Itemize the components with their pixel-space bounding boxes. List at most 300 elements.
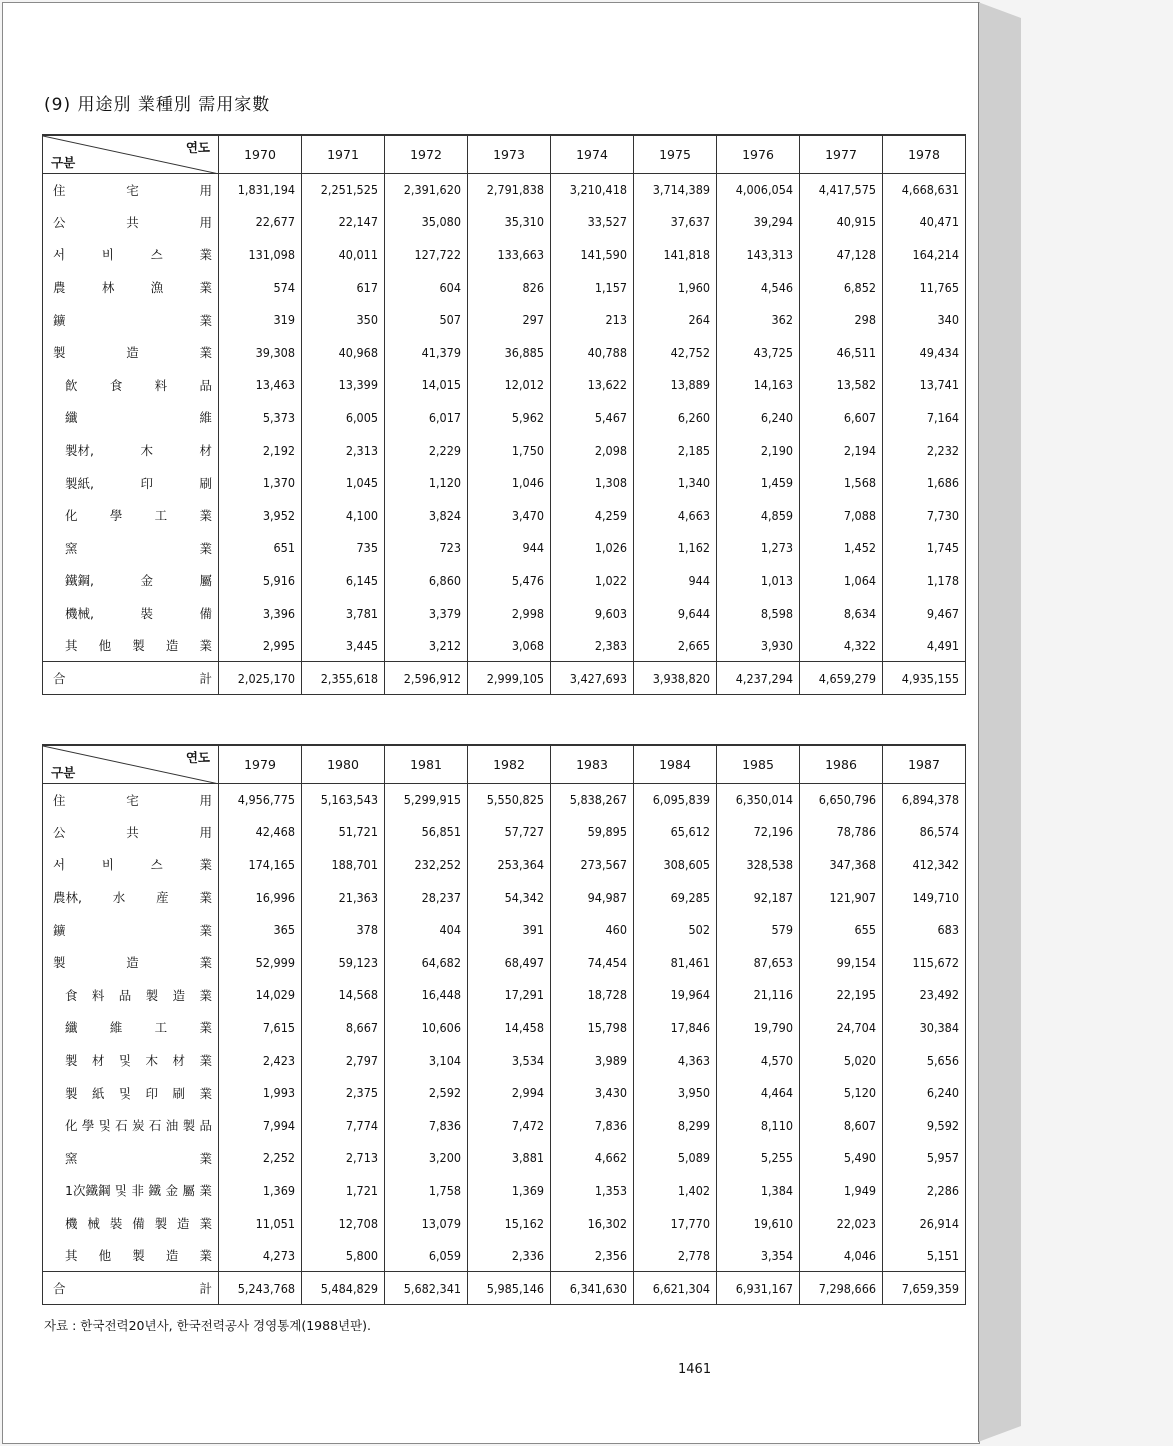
cell-value: 735: [302, 532, 385, 565]
cell-value: 2,313: [302, 434, 385, 467]
table-header-row: [43, 135, 966, 173]
table-row: [43, 369, 966, 402]
cell-value: 54,342: [468, 881, 551, 914]
row-label: [43, 401, 219, 434]
cell-value: 5,962: [468, 401, 551, 434]
table-row: [43, 913, 966, 946]
cell-value: 22,023: [800, 1207, 883, 1240]
book-edge: [978, 2, 1021, 1442]
cell-value: 1,949: [800, 1174, 883, 1207]
row-label: [43, 1272, 219, 1305]
cell-value: 19,610: [717, 1207, 800, 1240]
cell-value: 15,798: [551, 1011, 634, 1044]
cell-value: 319: [219, 303, 302, 336]
row-label: [43, 564, 219, 597]
cell-value: 723: [385, 532, 468, 565]
year-header: 1974: [551, 135, 634, 173]
cell-value: 174,165: [219, 848, 302, 881]
year-header: 1982: [468, 745, 551, 783]
table-header-row: [43, 745, 966, 783]
cell-value: 42,752: [634, 336, 717, 369]
cell-value: 404: [385, 913, 468, 946]
cell-value: 4,259: [551, 499, 634, 532]
cell-value: 5,957: [883, 1142, 966, 1175]
table-row: [43, 434, 966, 467]
row-label: [43, 783, 219, 816]
year-header: 1975: [634, 135, 717, 173]
cell-value: 6,145: [302, 564, 385, 597]
cell-value: 13,463: [219, 369, 302, 402]
cell-value: 14,458: [468, 1011, 551, 1044]
cell-value: 47,128: [800, 238, 883, 271]
cell-value: 8,299: [634, 1109, 717, 1142]
corner-category-label: 구분: [51, 154, 76, 170]
year-header: 1987: [883, 745, 966, 783]
cell-value: 1,369: [219, 1174, 302, 1207]
cell-value: 22,147: [302, 206, 385, 239]
cell-value: 4,237,294: [717, 662, 800, 695]
cell-value: 94,987: [551, 881, 634, 914]
cell-value: 8,110: [717, 1109, 800, 1142]
cell-value: 3,427,693: [551, 662, 634, 695]
cell-value: 502: [634, 913, 717, 946]
cell-value: 11,051: [219, 1207, 302, 1240]
cell-value: 9,592: [883, 1109, 966, 1142]
cell-value: 99,154: [800, 946, 883, 979]
cell-value: 59,895: [551, 816, 634, 849]
cell-value: 3,445: [302, 629, 385, 662]
row-label: [43, 1076, 219, 1109]
cell-value: 5,151: [883, 1239, 966, 1272]
cell-value: 64,682: [385, 946, 468, 979]
cell-value: 1,064: [800, 564, 883, 597]
row-label-text: 纖 維: [65, 410, 212, 426]
cell-value: 297: [468, 303, 551, 336]
cell-value: 2,665: [634, 629, 717, 662]
cell-value: 8,634: [800, 597, 883, 630]
cell-value: 1,745: [883, 532, 966, 565]
cell-value: 17,770: [634, 1207, 717, 1240]
cell-value: 3,470: [468, 499, 551, 532]
cell-value: 17,846: [634, 1011, 717, 1044]
row-label-text: 製 紙 및 印 刷 業: [65, 1085, 212, 1101]
cell-value: 1,369: [468, 1174, 551, 1207]
cell-value: 52,999: [219, 946, 302, 979]
cell-value: 2,356: [551, 1239, 634, 1272]
cell-value: 4,006,054: [717, 173, 800, 206]
cell-value: 579: [717, 913, 800, 946]
cell-value: 617: [302, 271, 385, 304]
table-row: [43, 336, 966, 369]
cell-value: 2,423: [219, 1044, 302, 1077]
cell-value: 51,721: [302, 816, 385, 849]
row-label-text: 서 비 스 業: [53, 857, 212, 873]
cell-value: 340: [883, 303, 966, 336]
row-label: [43, 369, 219, 402]
row-label: [43, 881, 219, 914]
cell-value: 131,098: [219, 238, 302, 271]
cell-value: 1,157: [551, 271, 634, 304]
cell-value: 5,020: [800, 1044, 883, 1077]
cell-value: 3,781: [302, 597, 385, 630]
cell-value: 133,663: [468, 238, 551, 271]
cell-value: 4,046: [800, 1239, 883, 1272]
cell-value: 264: [634, 303, 717, 336]
cell-value: 39,308: [219, 336, 302, 369]
row-label: [43, 662, 219, 695]
year-header: 1972: [385, 135, 468, 173]
row-label: [43, 946, 219, 979]
cell-value: 2,791,838: [468, 173, 551, 206]
year-header: 1978: [883, 135, 966, 173]
cell-value: 40,011: [302, 238, 385, 271]
cell-value: 298: [800, 303, 883, 336]
cell-value: 683: [883, 913, 966, 946]
cell-value: 3,938,820: [634, 662, 717, 695]
cell-value: 6,894,378: [883, 783, 966, 816]
cell-value: 2,592: [385, 1076, 468, 1109]
cell-value: 4,417,575: [800, 173, 883, 206]
cell-value: 507: [385, 303, 468, 336]
cell-value: 253,364: [468, 848, 551, 881]
cell-value: 365: [219, 913, 302, 946]
cell-value: 14,568: [302, 979, 385, 1012]
cell-value: 57,727: [468, 816, 551, 849]
cell-value: 22,195: [800, 979, 883, 1012]
cell-value: 1,370: [219, 466, 302, 499]
cell-value: 944: [634, 564, 717, 597]
cell-value: 1,993: [219, 1076, 302, 1109]
cell-value: 4,570: [717, 1044, 800, 1077]
cell-value: 1,721: [302, 1174, 385, 1207]
year-header: 1983: [551, 745, 634, 783]
cell-value: 16,448: [385, 979, 468, 1012]
cell-value: 362: [717, 303, 800, 336]
row-label-text: 合 計: [53, 1281, 212, 1297]
cell-value: 2,355,618: [302, 662, 385, 695]
cell-value: 391: [468, 913, 551, 946]
cell-value: 1,162: [634, 532, 717, 565]
year-header: 1981: [385, 745, 468, 783]
cell-value: 14,163: [717, 369, 800, 402]
row-label-text: 合 計: [53, 671, 212, 687]
cell-value: 2,252: [219, 1142, 302, 1175]
row-label: [43, 1174, 219, 1207]
cell-value: 1,750: [468, 434, 551, 467]
cell-value: 2,336: [468, 1239, 551, 1272]
cell-value: 21,363: [302, 881, 385, 914]
cell-value: 141,818: [634, 238, 717, 271]
total-row: [43, 1272, 966, 1305]
cell-value: 328,538: [717, 848, 800, 881]
row-label-text: 鐵鋼, 金 屬: [65, 573, 212, 589]
cell-value: 43,725: [717, 336, 800, 369]
cell-value: 65,612: [634, 816, 717, 849]
table-row: [43, 499, 966, 532]
cell-value: 4,668,631: [883, 173, 966, 206]
cell-value: 3,379: [385, 597, 468, 630]
cell-value: 86,574: [883, 816, 966, 849]
cell-value: 121,907: [800, 881, 883, 914]
cell-value: 5,467: [551, 401, 634, 434]
cell-value: 5,838,267: [551, 783, 634, 816]
cell-value: 1,026: [551, 532, 634, 565]
cell-value: 4,659,279: [800, 662, 883, 695]
header-corner: [43, 745, 219, 783]
cell-value: 2,232: [883, 434, 966, 467]
cell-value: 5,120: [800, 1076, 883, 1109]
cell-value: 826: [468, 271, 551, 304]
cell-value: 22,677: [219, 206, 302, 239]
row-label-text: 製紙, 印 刷: [65, 475, 212, 491]
cell-value: 6,852: [800, 271, 883, 304]
cell-value: 49,434: [883, 336, 966, 369]
cell-value: 4,464: [717, 1076, 800, 1109]
cell-value: 5,490: [800, 1142, 883, 1175]
cell-value: 3,534: [468, 1044, 551, 1077]
row-label-text: 公 共 用: [53, 824, 212, 840]
row-label-text: 鑛 業: [53, 312, 212, 328]
cell-value: 347,368: [800, 848, 883, 881]
cell-value: 40,471: [883, 206, 966, 239]
cell-value: 5,916: [219, 564, 302, 597]
row-label-text: 化 學 工 業: [65, 508, 212, 524]
header-corner: [43, 135, 219, 173]
cell-value: 23,492: [883, 979, 966, 1012]
row-label-text: 公 共 用: [53, 214, 212, 230]
cell-value: 1,452: [800, 532, 883, 565]
cell-value: 39,294: [717, 206, 800, 239]
cell-value: 1,022: [551, 564, 634, 597]
table-row: [43, 1109, 966, 1142]
cell-value: 2,994: [468, 1076, 551, 1109]
row-label: [43, 1142, 219, 1175]
cell-value: 4,956,775: [219, 783, 302, 816]
page-title: (9) 用途別 業種別 需用家數: [44, 95, 271, 115]
cell-value: 6,607: [800, 401, 883, 434]
cell-value: 651: [219, 532, 302, 565]
corner-year-label: 연도: [185, 750, 210, 765]
table-row: [43, 1076, 966, 1109]
cell-value: 4,859: [717, 499, 800, 532]
cell-value: 92,187: [717, 881, 800, 914]
row-label-text: 서 비 스 業: [53, 247, 212, 263]
cell-value: 1,045: [302, 466, 385, 499]
cell-value: 1,120: [385, 466, 468, 499]
cell-value: 5,484,829: [302, 1272, 385, 1305]
row-label: [43, 434, 219, 467]
cell-value: 1,340: [634, 466, 717, 499]
table-row: [43, 532, 966, 565]
cell-value: 3,068: [468, 629, 551, 662]
year-header: 1971: [302, 135, 385, 173]
cell-value: 7,164: [883, 401, 966, 434]
row-label: [43, 466, 219, 499]
row-label-text: 鑛 業: [53, 922, 212, 938]
cell-value: 5,800: [302, 1239, 385, 1272]
table-row: [43, 1174, 966, 1207]
cell-value: 149,710: [883, 881, 966, 914]
table-row: [43, 881, 966, 914]
cell-value: 3,430: [551, 1076, 634, 1109]
cell-value: 1,384: [717, 1174, 800, 1207]
row-label: [43, 1239, 219, 1272]
cell-value: 69,285: [634, 881, 717, 914]
cell-value: 2,995: [219, 629, 302, 662]
row-label-text: 化 學 및 石 炭 石 油 製 品: [65, 1118, 212, 1134]
cell-value: 3,212: [385, 629, 468, 662]
cell-value: 143,313: [717, 238, 800, 271]
cell-value: 2,192: [219, 434, 302, 467]
cell-value: 6,341,630: [551, 1272, 634, 1305]
cell-value: 26,914: [883, 1207, 966, 1240]
table-row: [43, 173, 966, 206]
cell-value: 5,299,915: [385, 783, 468, 816]
cell-value: 2,383: [551, 629, 634, 662]
row-label-text: 窯 業: [65, 1150, 212, 1166]
cell-value: 35,310: [468, 206, 551, 239]
row-label-text: 其 他 製 造 業: [65, 638, 212, 654]
cell-value: 1,568: [800, 466, 883, 499]
row-label-text: 製 材 및 木 材 業: [65, 1053, 212, 1069]
cell-value: 21,116: [717, 979, 800, 1012]
cell-value: 412,342: [883, 848, 966, 881]
cell-value: 5,089: [634, 1142, 717, 1175]
cell-value: 13,741: [883, 369, 966, 402]
source-note: 자료 : 한국전력20년사, 한국전력공사 경영통계(1988년판).: [44, 1318, 372, 1333]
cell-value: 87,653: [717, 946, 800, 979]
cell-value: 6,931,167: [717, 1272, 800, 1305]
row-label-text: 飮 食 料 品: [65, 377, 212, 393]
cell-value: 141,590: [551, 238, 634, 271]
cell-value: 1,046: [468, 466, 551, 499]
table-row: [43, 816, 966, 849]
cell-value: 3,824: [385, 499, 468, 532]
cell-value: 460: [551, 913, 634, 946]
year-header: 1986: [800, 745, 883, 783]
cell-value: 232,252: [385, 848, 468, 881]
cell-value: 36,885: [468, 336, 551, 369]
table-row: [43, 848, 966, 881]
cell-value: 4,363: [634, 1044, 717, 1077]
cell-value: 273,567: [551, 848, 634, 881]
table-row: [43, 401, 966, 434]
table-row: [43, 271, 966, 304]
cell-value: 213: [551, 303, 634, 336]
cell-value: 68,497: [468, 946, 551, 979]
cell-value: 7,994: [219, 1109, 302, 1142]
year-header: 1970: [219, 135, 302, 173]
cell-value: 2,098: [551, 434, 634, 467]
cell-value: 5,476: [468, 564, 551, 597]
cell-value: 13,582: [800, 369, 883, 402]
cell-value: 2,025,170: [219, 662, 302, 695]
cell-value: 6,860: [385, 564, 468, 597]
cell-value: 1,013: [717, 564, 800, 597]
cell-value: 28,237: [385, 881, 468, 914]
cell-value: 1,686: [883, 466, 966, 499]
cell-value: 2,375: [302, 1076, 385, 1109]
cell-value: 1,758: [385, 1174, 468, 1207]
cell-value: 5,255: [717, 1142, 800, 1175]
row-label: [43, 532, 219, 565]
cell-value: 13,079: [385, 1207, 468, 1240]
row-label: [43, 173, 219, 206]
cell-value: 46,511: [800, 336, 883, 369]
cell-value: 18,728: [551, 979, 634, 1012]
cell-value: 2,797: [302, 1044, 385, 1077]
year-header: 1977: [800, 135, 883, 173]
cell-value: 5,985,146: [468, 1272, 551, 1305]
row-label-text: 纖 維 工 業: [65, 1020, 212, 1036]
cell-value: 5,373: [219, 401, 302, 434]
cell-value: 2,286: [883, 1174, 966, 1207]
cell-value: 8,607: [800, 1109, 883, 1142]
cell-value: 6,005: [302, 401, 385, 434]
row-label-text: 其 他 製 造 業: [65, 1248, 212, 1264]
corner-year-label: 연도: [185, 140, 210, 155]
cell-value: 1,273: [717, 532, 800, 565]
cell-value: 2,190: [717, 434, 800, 467]
year-header: 1976: [717, 135, 800, 173]
cell-value: 41,379: [385, 336, 468, 369]
row-label: [43, 913, 219, 946]
cell-value: 33,527: [551, 206, 634, 239]
cell-value: 7,472: [468, 1109, 551, 1142]
cell-value: 7,836: [551, 1109, 634, 1142]
row-label-text: 1次鐵鋼 및 非 鐵 金 屬 業: [65, 1183, 212, 1199]
row-label: [43, 499, 219, 532]
row-label: [43, 238, 219, 271]
table-1970-1978: [42, 134, 966, 695]
cell-value: 574: [219, 271, 302, 304]
table-row: [43, 597, 966, 630]
cell-value: 5,243,768: [219, 1272, 302, 1305]
cell-value: 3,930: [717, 629, 800, 662]
cell-value: 35,080: [385, 206, 468, 239]
cell-value: 1,353: [551, 1174, 634, 1207]
cell-value: 11,765: [883, 271, 966, 304]
cell-value: 6,621,304: [634, 1272, 717, 1305]
cell-value: 81,461: [634, 946, 717, 979]
row-label: [43, 979, 219, 1012]
cell-value: 7,774: [302, 1109, 385, 1142]
cell-value: 78,786: [800, 816, 883, 849]
cell-value: 1,308: [551, 466, 634, 499]
cell-value: 604: [385, 271, 468, 304]
cell-value: 6,650,796: [800, 783, 883, 816]
cell-value: 127,722: [385, 238, 468, 271]
cell-value: 4,662: [551, 1142, 634, 1175]
row-label-text: 窯 業: [65, 540, 212, 556]
cell-value: 2,391,620: [385, 173, 468, 206]
row-label: [43, 271, 219, 304]
cell-value: 308,605: [634, 848, 717, 881]
cell-value: 7,298,666: [800, 1272, 883, 1305]
table-row: [43, 1239, 966, 1272]
cell-value: 16,996: [219, 881, 302, 914]
table-row: [43, 206, 966, 239]
year-header: 1979: [219, 745, 302, 783]
cell-value: 12,708: [302, 1207, 385, 1240]
cell-value: 3,989: [551, 1044, 634, 1077]
cell-value: 40,915: [800, 206, 883, 239]
page-number: 1461: [678, 1362, 712, 1377]
cell-value: 14,029: [219, 979, 302, 1012]
cell-value: 1,831,194: [219, 173, 302, 206]
cell-value: 4,546: [717, 271, 800, 304]
table-1979-1987: [42, 744, 966, 1305]
